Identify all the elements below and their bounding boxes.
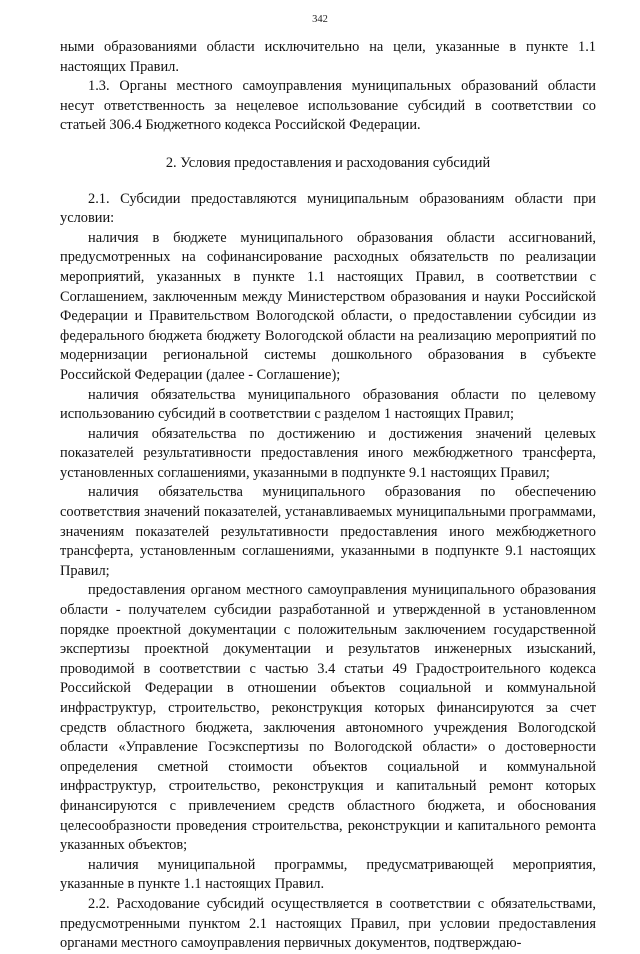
condition-municipal-program: наличия муниципальной программы, предусматривающей мероприятия, указанные в пункте 1.1 настоящих Правил. [60,856,596,893]
paragraph-continuation: ными образованиями области исключительно на цели, указанные в пункте 1.1 настоящих Правил. [60,39,596,75]
condition-targeted-use: наличия обязательства муниципального образования области по целевому использованию субсидий в соответствии с разделом 1 настоящих Правил; [60,386,596,423]
page-number: 342 [312,14,328,25]
condition-project-documentation: предоставления органом местного самоуправления муниципального образования области - получателем субсидии разработанной и утвержденной в установленном порядке проектной документации с положительным заключением государственной экспертизы проектной документации и результатов инженерных изысканий, проводимой в соответствии с частью 3.4 статьи 49 Градостроительного кодекса Российской Федерации в отношении объектов социальной и коммунальной инфраструктур, строительство, реконструкция которых финансируются за счет средств областного бюджета, заключения автономного учреждения Вологодской области «Управление Госэкспертизы по Вологодской области» о достоверности определения сметной стоимости объектов социальной и коммунальной инфраструктур, строительство, реконструкция и капитальный ремонт которых финансируются с привлечением средств областного бюджета, и обоснования целесообразности проведения строительства, реконструкции и капитального ремонта указанных объектов; [60,582,596,854]
paragraph-2-2: 2.2. Расходование субсидий осуществляется в соответствии с обязательствами, предусмотренными пунктом 2.1 настоящих Правил, при условии предоставления органами местного самоуправления первичных документов, подтверждаю- [60,895,596,952]
document-body [60,38,596,954]
section-heading: 2. Условия предоставления и расходования субсидий [165,154,491,171]
condition-budget-allocations: наличия в бюджете муниципального образования области ассигнований, предусмотренных на софинансирование расходных обязательств по реализации мероприятий, указанных в пункте 1.1 настоящих Правил, в соответствии с Соглашением, заключенным между Министерством образования и науки Российской Федерации и Правительством Вологодской области, о предоставлении субсидии из федерального бюджета бюджету Вологодской области на реализацию мероприятий по модернизации региональной системы дошкольного образования в субъекте Российской Федерации (далее - Соглашение); [60,229,596,383]
paragraph-1-3: 1.3. Органы местного самоуправления муниципальных образований области несут ответственность за нецелевое использование субсидий в соответствии со статьей 306.4 Бюджетного кодекса Российской Федерации. [60,78,596,134]
condition-program-indicators: наличия обязательства муниципального образования по обеспечению соответствия значений показателей, устанавливаемых муниципальными программами, значениям показателей результативности предоставления иного межбюджетного трансферта, установленным соглашениями, указанными в подпункте 9.1 настоящих Правил; [60,484,596,579]
condition-performance-indicators: наличия обязательства по достижению и достижения значений целевых показателей результативности предоставления иного межбюджетного трансферта, установленных соглашениями, указанными в подпункте 9.1 настоящих Правил; [60,425,596,481]
paragraph-2-1: 2.1. Субсидии предоставляются муниципальным образованиям области при условии: [60,190,596,227]
